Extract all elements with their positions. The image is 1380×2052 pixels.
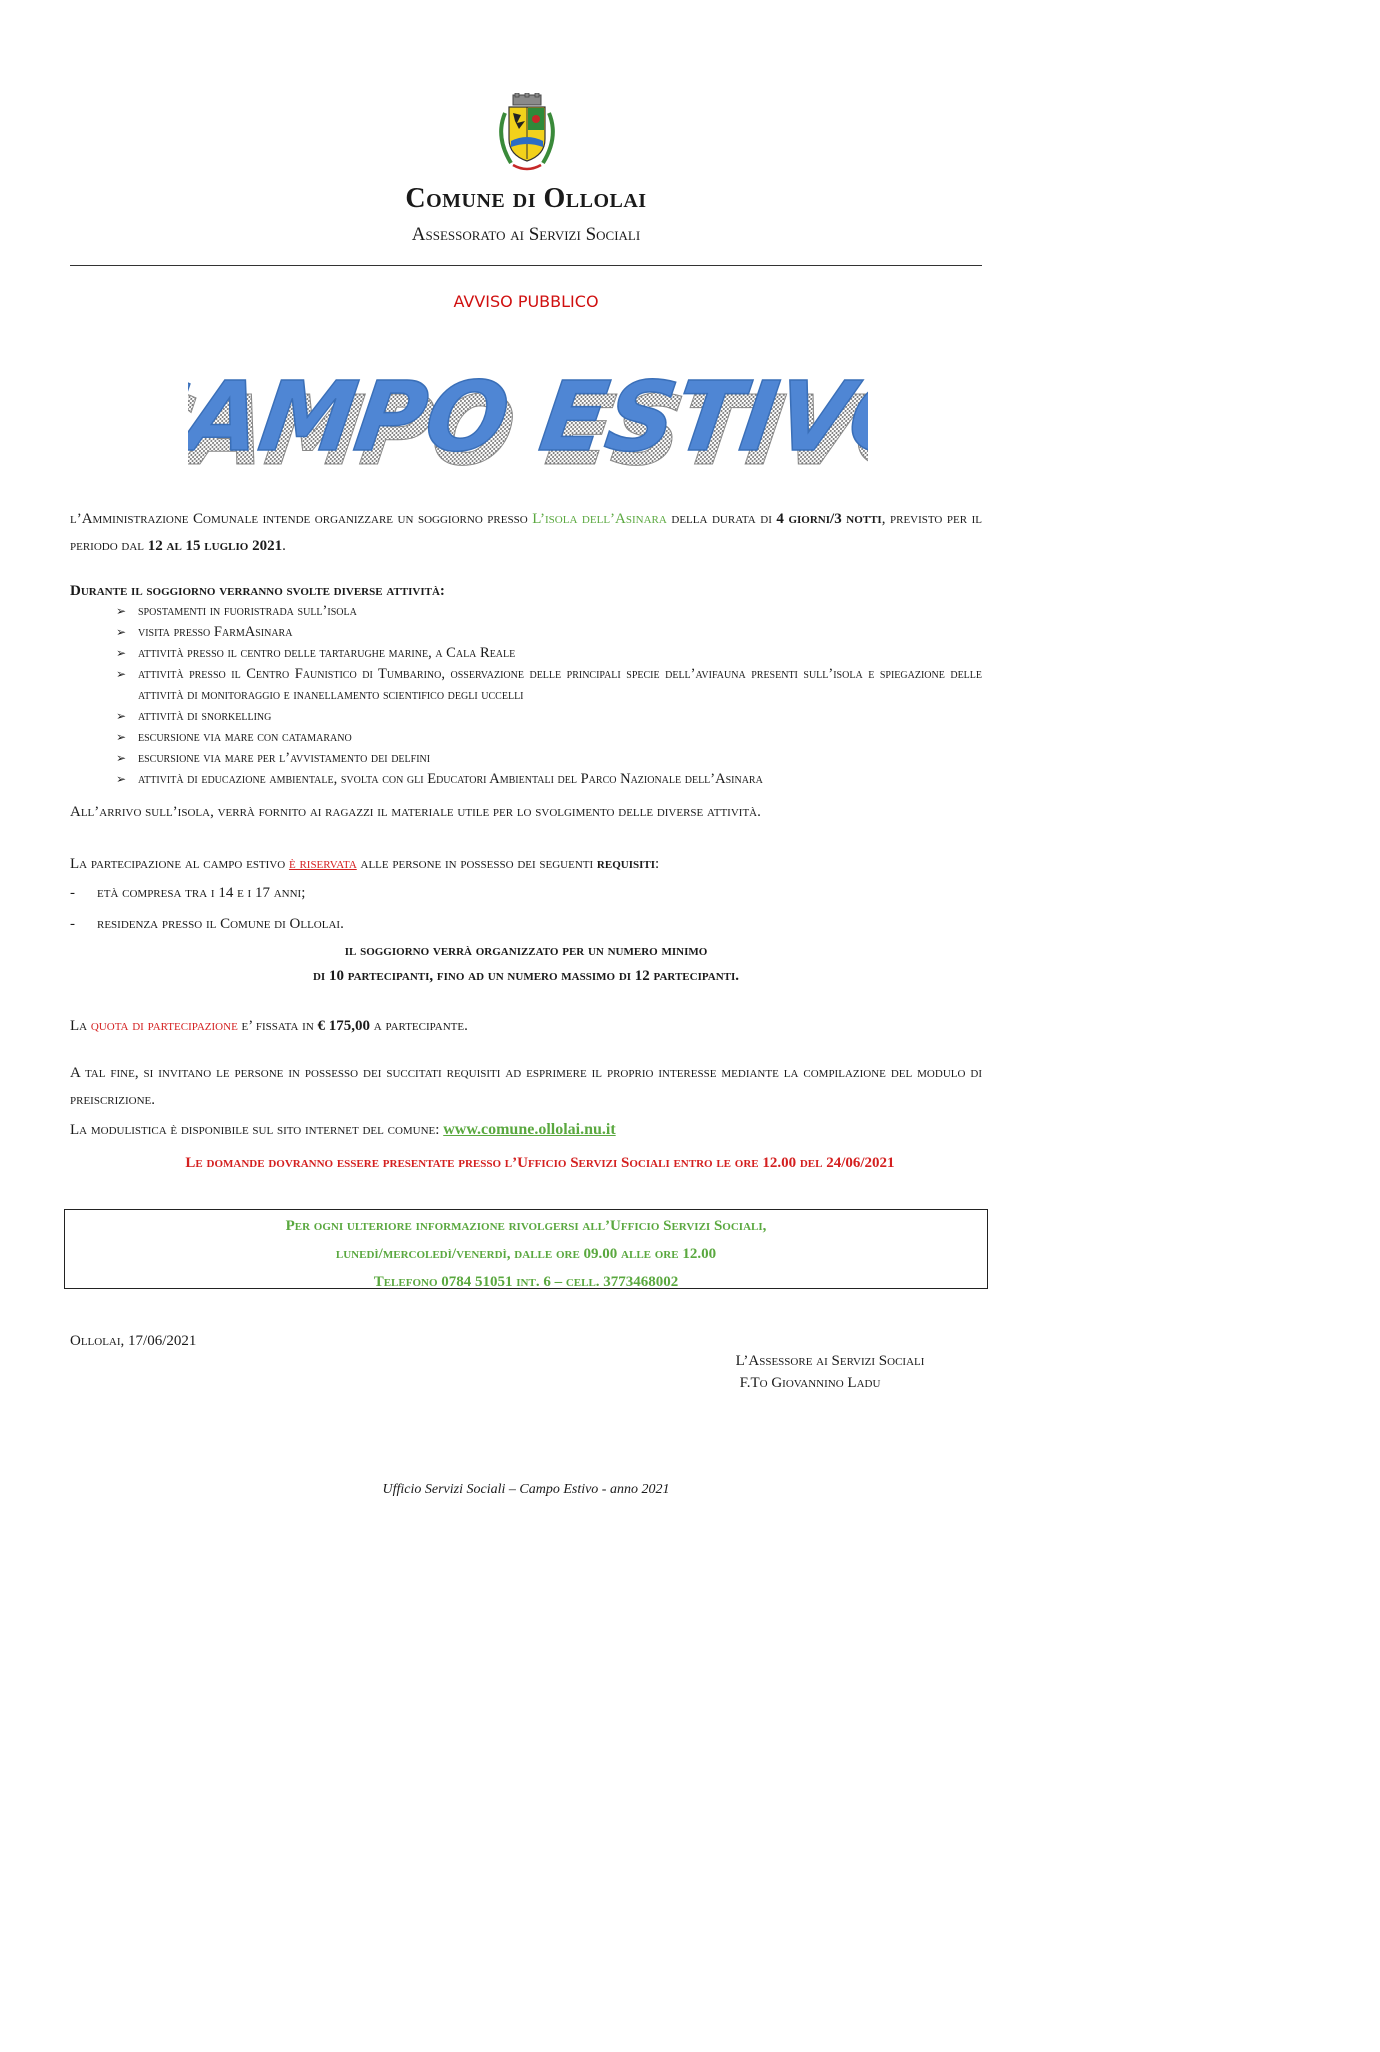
page-footer: Ufficio Servizi Sociali – Campo Estivo - anno 2021	[382, 1482, 670, 1497]
activities-closing: All’arrivo sull’isola, verrà fornito ai ragazzi il materiale utile per lo svolgimento delle diverse attività.	[70, 804, 761, 820]
duration: 4 giorni/3 notti	[776, 511, 882, 527]
fee-label: quota di partecipazione	[90, 1018, 238, 1034]
organization-name: Comune di Ollolai	[405, 183, 647, 214]
requirements-word: requisiti	[596, 856, 655, 872]
website-link[interactable]: www.comune.ollolai.nu.it	[443, 1121, 616, 1138]
coat-of-arms-logo	[491, 93, 563, 181]
forms-paragraph: La modulistica è disponibile sul sito internet del comune: www.comune.ollolai.nu.it	[70, 1121, 616, 1138]
notice-type-label: AVVISO PUBBLICO	[453, 292, 599, 311]
reserved-emphasis: è riservata	[288, 856, 357, 872]
department-name: Assessorato ai Servizi Sociali	[411, 224, 641, 245]
list-item: ➢ attività di snorkelling	[116, 706, 982, 727]
arrow-bullet-icon: ➢	[116, 730, 127, 744]
banner-title	[188, 358, 868, 476]
arrow-bullet-icon: ➢	[116, 625, 127, 639]
list-item: ➢ attività di educazione ambientale, svolta con gli Educatori Ambientali del Parco Nazionale dell’Asinara	[116, 769, 982, 790]
requirements-list	[70, 878, 344, 940]
fee-paragraph: La quota di partecipazione e’ fissata in € 175,00 a partecipante.	[70, 1018, 468, 1034]
requirements-intro: La partecipazione al campo estivo è riservata alle persone in possesso dei seguenti requisiti:	[70, 856, 660, 872]
fee-amount: € 175,00	[317, 1018, 371, 1034]
list-item: - età compresa tra i 14 e i 17 anni;	[70, 878, 344, 909]
banner-text: CAMPO ESTIVO	[188, 360, 868, 473]
signatory-name: F.To Giovannino Ladu	[739, 1375, 881, 1391]
list-item: ➢ attività presso il centro delle tartarughe marine, a Cala Reale	[116, 643, 982, 664]
info-line-3: Telefono 0784 51051 int. 6 – cell. 3773468002	[373, 1274, 679, 1290]
arrow-bullet-icon: ➢	[116, 751, 127, 765]
intro-paragraph	[70, 506, 982, 560]
arrow-bullet-icon: ➢	[116, 604, 127, 618]
intro-text-4: .	[282, 538, 286, 554]
signatory-role: L’Assessore ai Servizi Sociali	[735, 1353, 925, 1369]
arrow-bullet-icon: ➢	[116, 646, 127, 660]
arrow-bullet-icon: ➢	[116, 667, 127, 681]
list-item: - residenza presso il Comune di Ollolai.	[70, 909, 344, 940]
activities-list	[116, 601, 982, 790]
list-item: ➢ attività presso il Centro Faunistico di Tumbarino, osservazione delle principali specie dell’avifauna presenti sull’isola e spiegazione delle attività di monitoraggio e inanellamento scientifico degli uccelli	[116, 666, 982, 703]
place-date: Ollolai, 17/06/2021	[70, 1333, 197, 1349]
intro-text-2: della durata di	[666, 511, 777, 527]
intro-text-1: l’Amministrazione Comunale intende organizzare un soggiorno presso	[70, 511, 533, 527]
invitation-paragraph: A tal fine, si invitano le persone in possesso dei succitati requisiti ad esprimere il proprio interesse mediante la compilazione del modulo di preiscrizione.	[70, 1065, 982, 1108]
list-item: ➢ spostamenti in fuoristrada sull’isola	[116, 601, 982, 622]
info-line-2: lunedì/mercoledì/venerdì, dalle ore 09.00 alle ore 12.00	[335, 1246, 717, 1262]
deadline-notice: Le domande dovranno essere presentate presso l’Ufficio Servizi Sociali entro le ore 12.00 del 24/06/2021	[185, 1155, 895, 1171]
list-item: ➢ escursione via mare con catamarano	[116, 727, 982, 748]
list-item: ➢ escursione via mare per l’avvistamento dei delfini	[116, 748, 982, 769]
arrow-bullet-icon: ➢	[116, 772, 127, 786]
list-item: ➢ visita presso FarmAsinara	[116, 622, 982, 643]
header-divider	[70, 265, 982, 266]
activities-heading: Durante il soggiorno verranno svolte diverse attività:	[70, 583, 445, 599]
info-box	[64, 1209, 988, 1289]
intro-text-3: , previsto per il periodo dal	[70, 511, 983, 554]
banner-shadow: CAMPO ESTIVO	[188, 374, 868, 476]
arrow-bullet-icon: ➢	[116, 709, 127, 723]
dash-bullet-icon: -	[70, 916, 75, 932]
info-line-1: Per ogni ulteriore informazione rivolgersi all’Ufficio Servizi Sociali,	[285, 1218, 767, 1234]
destination: L’isola dell’Asinara	[532, 511, 667, 527]
dates: 12 al 15 luglio 2021	[147, 538, 283, 554]
participants-line-2: di 10 partecipanti, fino ad un numero massimo di 12 partecipanti.	[312, 968, 740, 984]
dash-bullet-icon: -	[70, 885, 75, 901]
participants-line-1: il soggiorno verrà organizzato per un numero minimo	[344, 943, 708, 959]
